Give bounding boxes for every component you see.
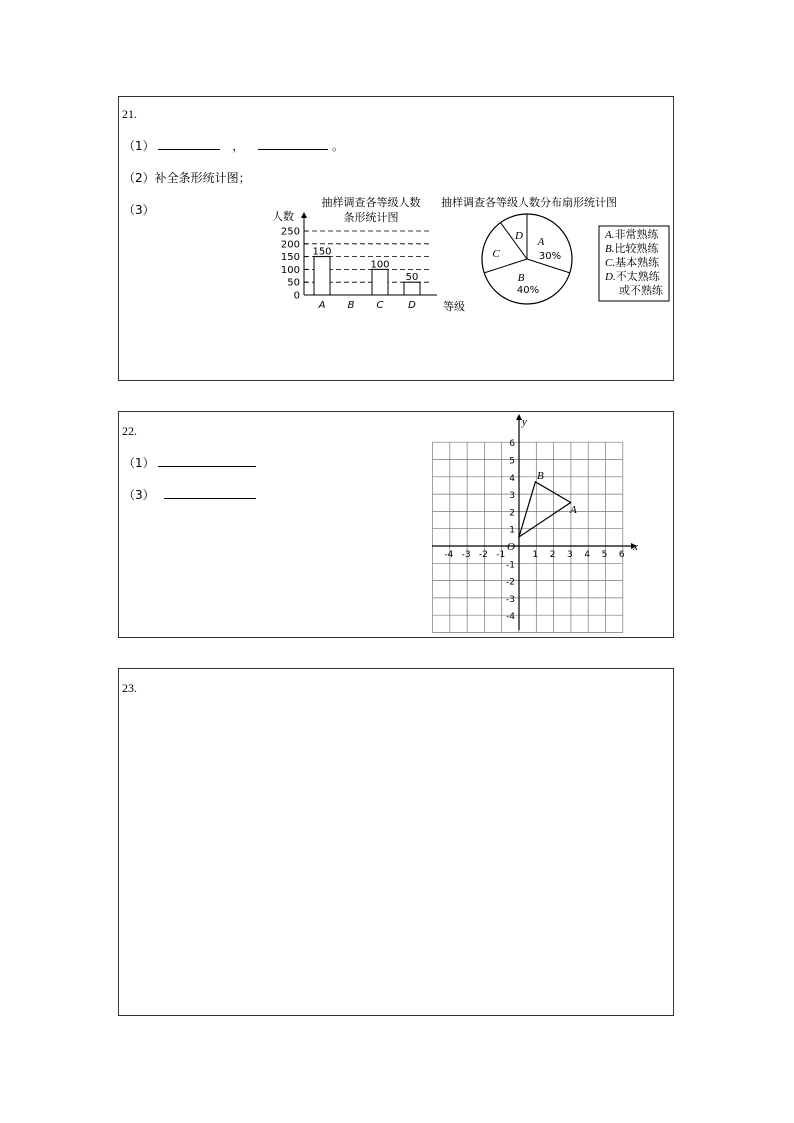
y-tick-label: 4: [509, 473, 515, 484]
grid-lines: [433, 442, 623, 632]
bar-y-tick-label: 150: [280, 252, 300, 264]
legend-item-d-cont: 或不熟练: [619, 284, 663, 297]
pie-label-A: A: [537, 236, 545, 248]
pie-label-B: B: [517, 272, 525, 284]
pie-chart: [482, 214, 572, 304]
y-tick-label: 6: [509, 439, 515, 450]
bar-chart-ylabel: 人数: [272, 210, 294, 223]
legend-item-b: B.比较熟练: [605, 242, 659, 255]
q22-part1-prefix: （1）: [123, 456, 155, 470]
y-tick-label: -4: [506, 612, 515, 623]
bar-x-tick-label: D: [408, 300, 416, 311]
q21-figures: [119, 97, 675, 382]
y-tick-label: 5: [509, 456, 515, 467]
tick-labels: [444, 439, 625, 622]
legend-item-d: D.不太熟练: [605, 270, 660, 283]
bar-y-arrow: [301, 212, 307, 218]
pie-divider-cd: [501, 223, 528, 259]
x-axis-label: x: [633, 541, 638, 553]
x-tick-label: -1: [496, 550, 506, 560]
x-tick-label: 6: [618, 550, 625, 560]
x-tick-label: -3: [461, 550, 471, 560]
q23-answer-box: [118, 668, 674, 1016]
x-tick-label: 1: [532, 550, 539, 560]
q21-part2: （2）补全条形统计图；: [123, 171, 251, 185]
bar-value-label: 50: [405, 272, 419, 284]
bar-chart-xlabel: 等级: [443, 300, 465, 313]
bar-value-label: 100: [370, 259, 390, 271]
legend-item-a: A.非常熟练: [605, 228, 659, 241]
bar: [372, 269, 388, 295]
q22-part3-prefix: （3）: [123, 488, 155, 502]
q22-coordinate-grid: [119, 412, 675, 639]
pie-label-D: D: [515, 230, 523, 242]
bar-chart-title-1: 抽样调查各等级人数: [321, 196, 421, 209]
q22-answer-box: [118, 411, 674, 638]
y-tick-label: 1: [509, 525, 515, 536]
q21-part3: （3）: [123, 203, 155, 217]
point-A-label: A: [570, 504, 577, 516]
y-tick-label: -1: [506, 560, 515, 571]
pie-chart-title: 抽样调查各等级人数分布扇形统计图: [441, 196, 617, 209]
bar-x-tick-label: A: [318, 300, 326, 311]
bar: [314, 257, 330, 295]
x-tick-label: 2: [549, 550, 556, 560]
bar-y-tick-label: 200: [280, 239, 300, 251]
q21-part1-prefix: （1）: [123, 139, 155, 153]
y-tick-label: 2: [509, 508, 515, 519]
q21-answer-box: [118, 96, 674, 381]
x-tick-label: 3: [567, 550, 573, 560]
point-B-label: B: [537, 470, 544, 482]
bar-chart-title-2: 条形统计图: [343, 211, 399, 224]
q21-number: 21.: [122, 107, 137, 121]
q22-number: 22.: [122, 424, 137, 438]
x-tick-label: 4: [584, 550, 591, 560]
q21-part1-end: 。: [331, 139, 344, 153]
bar: [404, 282, 420, 295]
bar-y-tick-label: 50: [287, 277, 300, 289]
q21-part1-sep: ，: [232, 139, 245, 153]
x-tick-label: -4: [444, 550, 454, 560]
bar-x-tick-label: C: [376, 300, 384, 311]
pie-pct-A: 30%: [538, 251, 562, 262]
bar-y-tick-label: 0: [293, 290, 300, 302]
bar-y-tick-label: 100: [280, 264, 300, 276]
y-tick-label: 3: [509, 491, 515, 502]
y-tick-label: -2: [506, 577, 515, 588]
x-tick-label: 5: [601, 550, 608, 560]
legend-item-c: C.基本熟练: [605, 256, 660, 269]
pie-divider-left: [484, 259, 527, 273]
origin-label: O: [507, 541, 515, 553]
x-tick-label: -2: [478, 550, 488, 560]
y-tick-label: -3: [506, 594, 515, 605]
y-axis-label: y: [522, 416, 527, 428]
bar-x-tick-label: B: [347, 300, 355, 311]
pie-label-C: C: [492, 248, 500, 260]
bar-value-label: 150: [312, 246, 332, 258]
bar-y-tick-label: 250: [280, 226, 300, 238]
pie-pct-B: 40%: [516, 285, 540, 296]
bar-chart-plot: [281, 212, 437, 311]
q23-number: 23.: [122, 681, 137, 695]
